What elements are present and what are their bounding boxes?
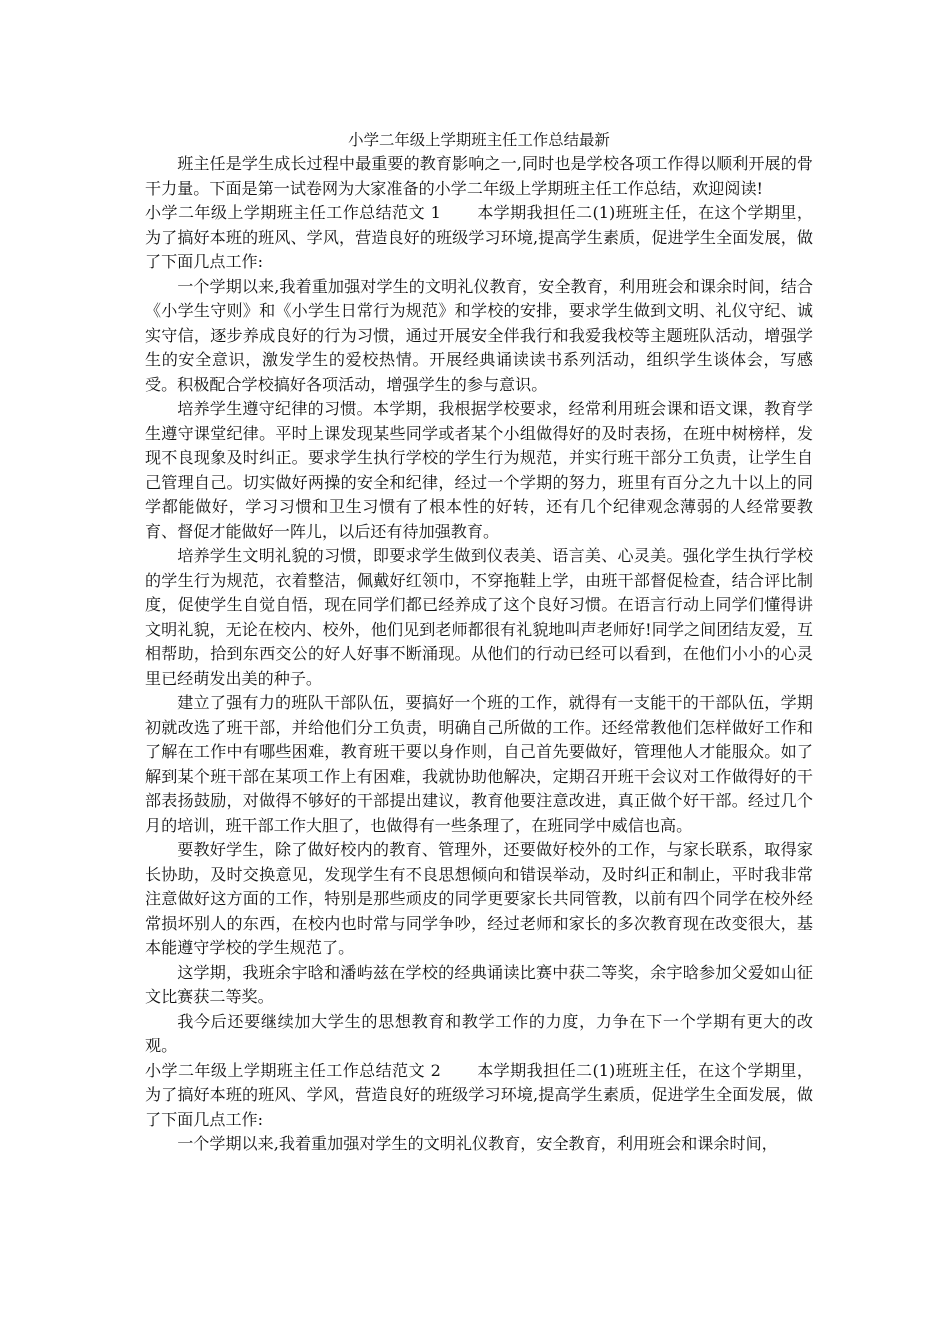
paragraph-1: 一个学期以来,我着重加强对学生的文明礼仪教育，安全教育，利用班会和课余时间，结合《小学生守则》和《小学生日常行为规范》和学校的安排，要求学生做到文明、礼仪守纪、诚实守信，逐步养成良好的行为习惯，通过开展安全伴我行和我爱我校等主题班队活动，增强学生的安全意识，激发学生的爱校热情。开展经典诵读读书系列活动，组织学生谈体会，写感受。积极配合学校搞好各项活动，增强学生的参与意识。 <box>145 276 813 394</box>
paragraph-7: 我今后还要继续加大学生的思想教育和教学工作的力度，力争在下一个学期有更大的改观。 <box>145 1011 813 1055</box>
document-title: 小学二年级上学期班主任工作总结最新 <box>348 131 610 149</box>
section-2-heading: 小学二年级上学期班主任工作总结范文 2 <box>145 1060 441 1080</box>
paragraph-4: 建立了强有力的班队干部队伍，要搞好一个班的工作，就得有一支能干的干部队伍，学期初就改选了班干部，并给他们分工负责，明确自己所做的工作。还经常教他们怎样做好工作和了解在工作中有哪些困难，教育班干要以身作则，自己首先要做好，管理他人才能服众。如了解到某个班干部在某项工作上有困难，我就协助他解决，定期召开班干会议对工作做得好的干部表扬鼓励，对做得不够好的干部提出建议，教育他要注意改进，真正做个好干部。经过几个月的培训，班干部工作大胆了，也做得有一些条理了，在班同学中威信也高。 <box>145 693 813 835</box>
section-2-lead-text: 本学期我担任二(1)班班主任，在这个学期里，为了搞好本班的班风、学风，营造良好的班级学习环境,提高学生素质，促进学生全面发展，做了下面几点工作: <box>145 1060 814 1129</box>
intro-paragraph: 班主任是学生成长过程中最重要的教育影响之一,同时也是学校各项工作得以顺利开展的骨干力量。下面是第一试卷网为大家准备的小学二年级上学期班主任工作总结，欢迎阅读! <box>145 154 813 198</box>
document-page <box>145 128 813 1157</box>
section-1-lead <box>145 201 813 275</box>
paragraph-2: 培养学生遵守纪律的习惯。本学期，我根据学校要求，经常利用班会课和语文课，教育学生遵守课堂纪律。平时上课发现某些同学或者某个小组做得好的及时表扬，在班中树榜样，发现不良现象及时纠正。要求学生执行学校的学生行为规范，并实行班干部分工负责，让学生自己管理自己。切实做好两操的安全和纪律，经过一个学期的努力，班里有百分之九十以上的同学都能做好，学习习惯和卫生习惯有了根本性的好转，还有几个纪律观念薄弱的人经常要教育、督促才能做好一阵儿，以后还有待加强教育。 <box>145 399 813 541</box>
paragraph-8: 一个学期以来,我着重加强对学生的文明礼仪教育，安全教育，利用班会和课余时间， <box>177 1134 778 1153</box>
paragraph-3: 培养学生文明礼貌的习惯，即要求学生做到仪表美、语言美、心灵美。强化学生执行学校的学生行为规范，衣着整洁，佩戴好红领巾，不穿拖鞋上学，由班干部督促检查，结合评比制度，促使学生自觉自悟，现在同学们都已经养成了这个良好习惯。在语言行动上同学们懂得讲文明礼貌，无论在校内、校外，他们见到老师都很有礼貌地叫声老师好!同学之间团结友爱，互相帮助，拾到东西交公的好人好事不断涌现。从他们的行动已经可以看到，在他们小小的心灵里已经萌发出美的种子。 <box>145 546 813 688</box>
section-2-lead <box>145 1059 813 1133</box>
paragraph-5: 要教好学生，除了做好校内的教育、管理外，还要做好校外的工作，与家长联系，取得家长协助，及时交换意见，发现学生有不良思想倾向和错误举动，及时纠正和制止，平时我非常注意做好这方面的工作，特别是那些顽皮的同学更要家长共同管教，以前有四个同学在校外经常损坏别人的东西，在校内也时常与同学争吵，经过老师和家长的多次教育现在改变很大，基本能遵守学校的学生规范了。 <box>145 840 813 957</box>
section-1-lead-text: 本学期我担任二(1)班班主任，在这个学期里，为了搞好本班的班风、学风，营造良好的班级学习环境,提高学生素质，促进学生全面发展，做了下面几点工作: <box>145 203 814 271</box>
section-1-heading: 小学二年级上学期班主任工作总结范文 1 <box>145 203 441 222</box>
paragraph-6: 这学期，我班余宇晗和潘屿兹在学校的经典诵读比赛中获二等奖，余宇晗参加父爱如山征文比赛获二等奖。 <box>145 962 813 1006</box>
